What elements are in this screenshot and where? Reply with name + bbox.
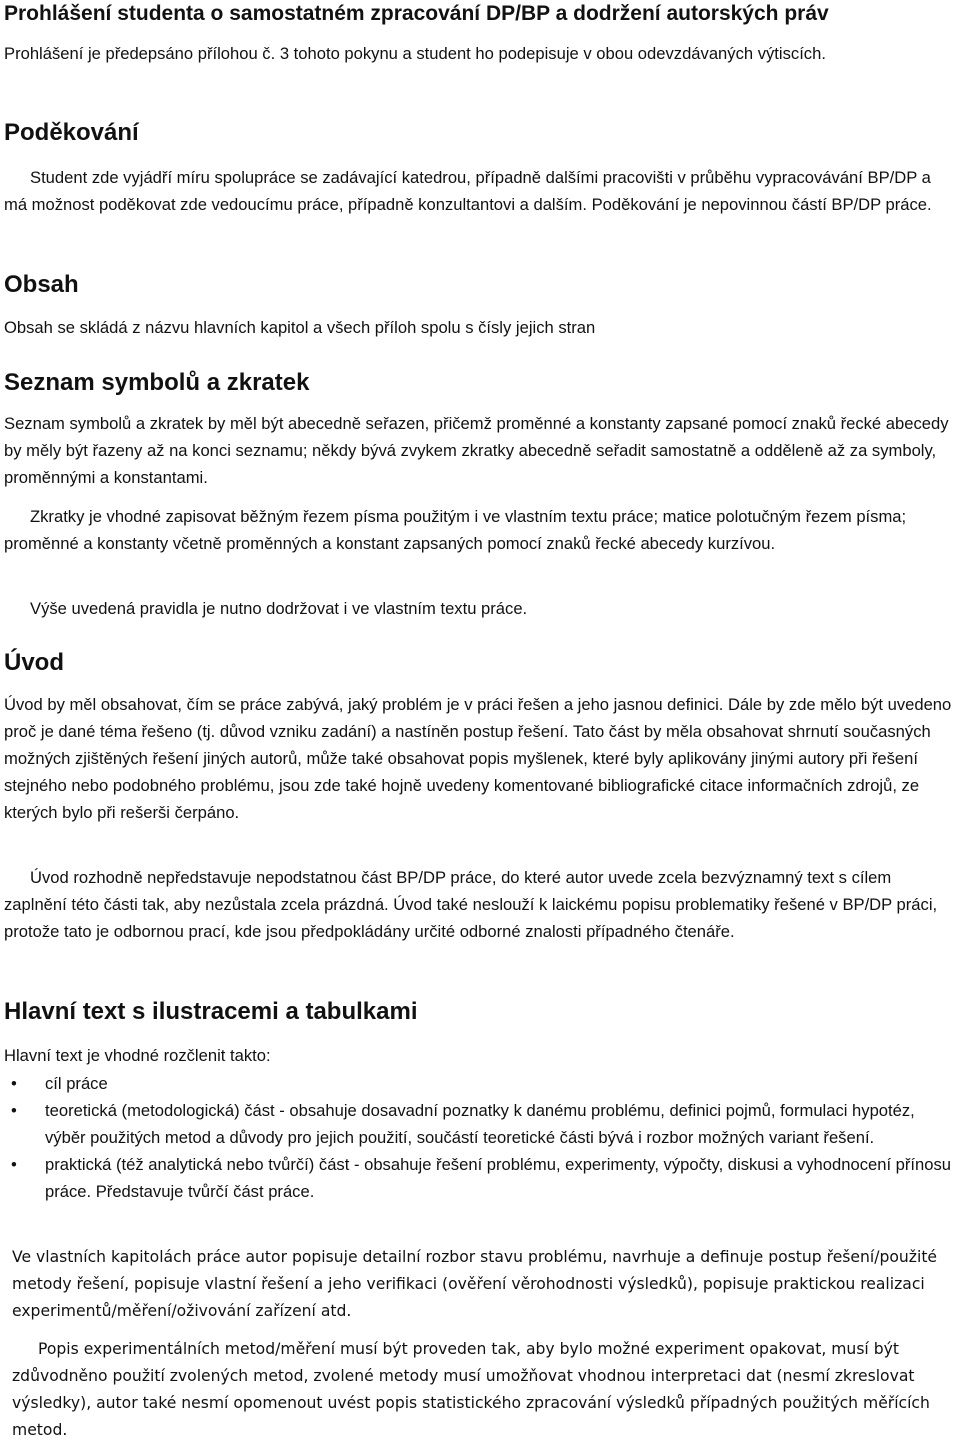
- main-text-bullet-list: [4, 1070, 956, 1205]
- symbols-paragraph-1: Seznam symbolů a zkratek by měl být abecedně seřazen, přičemž proměnné a konstanty zapsané pomocí znaků řecké abecedy by měly být řazeny až na konci seznamu; někdy bývá zvykem zkratky abecedně seřadit samostatně a odděleně až za symboly, proměnnými a konstantami.: [4, 414, 949, 487]
- list-item: • praktická (též analytická nebo tvůrčí) část - obsahuje řešení problému, experimenty, výpočty, diskusi a vyhodnocení přínosu práce. Představuje tvůrčí část práce.: [4, 1151, 956, 1205]
- introduction-paragraph-1: Úvod by měl obsahovat, čím se práce zabývá, jaký problém je v práci řešen a jeho jasnou definici. Dále by zde mělo být uvedeno proč je dané téma řešeno (tj. důvod vzniku zadání) a nastíněn postup řešení. Tato část by měla obsahovat shrnutí současných možných zjištěných řešení jiných autorů, může také obsahovat popis myšlenek, které byly aplikovány jinými autory při řešení stejného nebo podobného problému, jsou zde také hojně uvedeny komentované bibliografické citace informačních zdrojů, ze kterých bylo při rešerši čerpáno.: [4, 695, 952, 822]
- acknowledgement-text: Student zde vyjádří míru spolupráce se zadávající katedrou, případně dalšími pracovišti v průběhu vypracovávání BP/DP a má možnost poděkovat zde vedoucímu práce, případně konzultantovi a dalším. Poděkování je nepovinnou částí BP/DP práce.: [4, 168, 932, 214]
- contents-text: Obsah se skládá z názvu hlavních kapitol a všech příloh spolu s čísly jejich stran: [4, 318, 596, 337]
- symbols-heading: Seznam symbolů a zkratek: [4, 369, 310, 396]
- main-text-intro: Hlavní text je vhodné rozčlenit takto:: [4, 1046, 271, 1065]
- list-item: • cíl práce: [4, 1070, 956, 1097]
- introduction-paragraph-2: Úvod rozhodně nepředstavuje nepodstatnou část BP/DP práce, do které autor uvede zcela bezvýznamný text s cílem zaplnění této části tak, aby nezůstala zcela prázdná. Úvod také neslouží k laickému popisu problematiky řešené v BP/DP práci, protože tato je odbornou prací, kde jsou předpokládány určité odborné znalosti případného čtenáře.: [4, 868, 938, 941]
- main-text-paragraph-1: Ve vlastních kapitolách práce autor popisuje detailní rozbor stavu problému, navrhuje a definuje postup řešení/použité metody řešení, popisuje vlastní řešení a jeho verifikaci (ověření věrohodnosti výsledků), popisuje praktickou realizaci experimentů/měření/oživování zařízení atd.: [12, 1248, 938, 1320]
- introduction-heading: Úvod: [4, 649, 64, 676]
- symbols-paragraph-2: Zkratky je vhodné zapisovat běžným řezem písma použitým i ve vlastním textu práce; matice polotučným řezem písma; proměnné a konstanty včetně proměnných a konstant zapsaných pomocí znaků řecké abecedy kurzívou.: [4, 507, 907, 553]
- symbols-paragraph-3: Výše uvedená pravidla je nutno dodržovat i ve vlastním textu práce.: [30, 599, 528, 618]
- declaration-text: Prohlášení je předepsáno přílohou č. 3 tohoto pokynu a student ho podepisuje v obou odevzdávaných výtiscích.: [4, 44, 826, 63]
- main-text-paragraph-2: Popis experimentálních metod/měření musí být proveden tak, aby bylo možné experiment opakovat, musí být zdůvodněno použití zvolených metod, zvolené metody musí umožňovat vhodnou interpretaci dat (nesmí zkreslovat výsledky), autor také nesmí opomenout uvést popis statistického zpracování výsledků případných použitých měřících metod.: [12, 1340, 930, 1439]
- main-text-heading: Hlavní text s ilustracemi a tabulkami: [4, 998, 418, 1025]
- contents-heading: Obsah: [4, 271, 79, 298]
- list-item: • teoretická (metodologická) část - obsahuje dosavadní poznatky k danému problému, definici pojmů, formulaci hypotéz, výběr použitých metod a důvody pro jejich použití, součástí teoretické části bývá i rozbor možných variant řešení.: [4, 1097, 956, 1151]
- acknowledgement-heading: Poděkování: [4, 119, 139, 146]
- declaration-title: Prohlášení studenta o samostatném zpracování DP/BP a dodržení autorských práv: [4, 2, 829, 25]
